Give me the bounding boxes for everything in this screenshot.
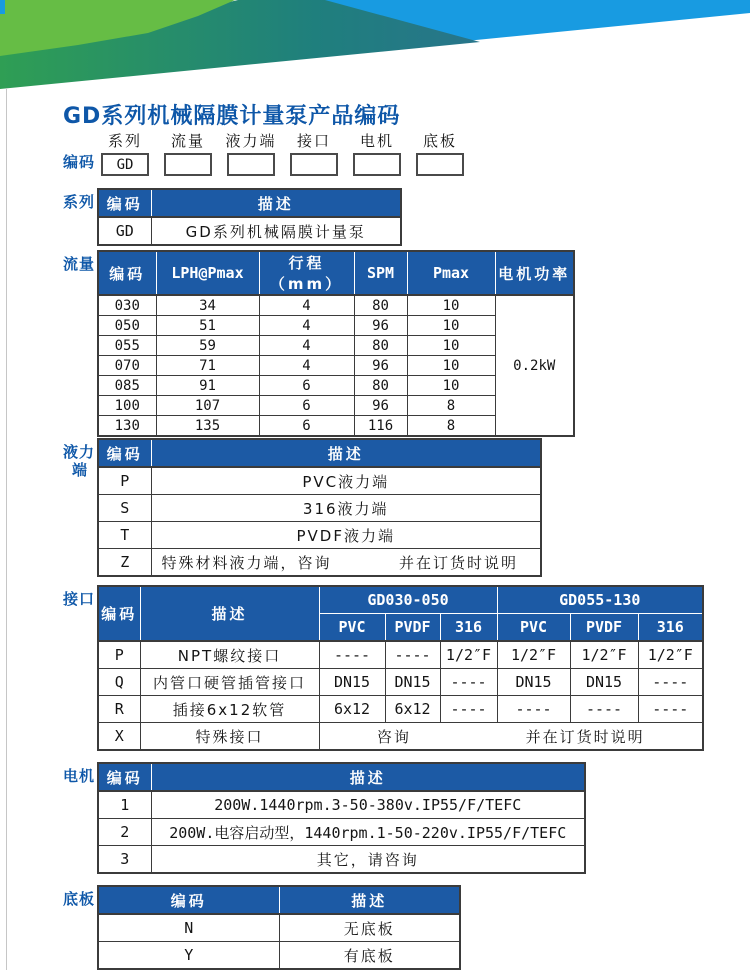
col-header-desc: 描述	[151, 189, 401, 217]
cell-spm: 116	[354, 416, 407, 437]
table-row	[98, 846, 585, 874]
cell-lph: 107	[156, 396, 259, 416]
cell-code: 055	[98, 336, 156, 356]
cell-spm: 96	[354, 316, 407, 336]
coding-slot-label: 底板	[422, 132, 457, 150]
cell-value: 6x12	[319, 696, 385, 723]
table-row	[98, 549, 541, 577]
cell-spm: 96	[354, 396, 407, 416]
cell-value: ----	[497, 696, 570, 723]
section-side-label: 流量	[63, 255, 96, 273]
coding-slot-box	[353, 153, 401, 176]
col-header-code: 编码	[98, 763, 151, 791]
cell-code: P	[98, 641, 140, 669]
col-header-desc: 描述	[151, 439, 541, 467]
cell-code: T	[98, 522, 151, 549]
side-label-line1: 液力	[63, 443, 96, 461]
cell-code: R	[98, 696, 140, 723]
col-header-stroke: 行程（mm）	[259, 251, 354, 295]
table-row	[98, 522, 541, 549]
cyan-corner-shape	[0, 0, 5, 14]
cell-stroke: 4	[259, 316, 354, 336]
cell-code: P	[98, 467, 151, 495]
table-row	[98, 819, 585, 846]
coding-slot-box	[164, 153, 212, 176]
col-header-code: 编码	[98, 586, 140, 641]
cell-value: DN15	[319, 669, 385, 696]
cell-value: ----	[440, 696, 497, 723]
cell-lph: 51	[156, 316, 259, 336]
table-row	[98, 942, 460, 970]
col-header-lph: LPH@Pmax	[156, 251, 259, 295]
special-note-right: 并在订货时说明	[525, 727, 645, 746]
col-header-spm: SPM	[354, 251, 407, 295]
cell-value: DN15	[385, 669, 440, 696]
base-plate-table	[97, 885, 461, 970]
cell-desc: 插接6x12软管	[140, 696, 319, 723]
cell-lph: 59	[156, 336, 259, 356]
cell-value: 1/2″F	[638, 641, 703, 669]
cell-spm: 80	[354, 295, 407, 316]
col-header-desc: 描述	[279, 886, 460, 914]
special-note-left: 咨询	[376, 727, 411, 746]
cell-value: ----	[570, 696, 638, 723]
liquid-end-table	[97, 438, 542, 577]
table-row	[98, 669, 703, 696]
col-header-code: 编码	[98, 439, 151, 467]
cell-stroke: 4	[259, 336, 354, 356]
coding-row-label: 编码	[63, 153, 96, 171]
coding-slot-base-plate	[416, 131, 464, 176]
section-side-label: 接口	[63, 590, 96, 608]
coding-slot-label: 接口	[296, 132, 331, 150]
cell-code: N	[98, 914, 279, 942]
cell-code: 130	[98, 416, 156, 437]
table-row	[98, 723, 703, 751]
cell-value: ----	[440, 669, 497, 696]
group-header-gd030-050: GD030-050	[319, 586, 497, 614]
section-base-plate	[63, 885, 461, 970]
cell-spm: 80	[354, 336, 407, 356]
col-header-pmax: Pmax	[407, 251, 495, 295]
section-series	[63, 188, 402, 246]
cell-stroke: 6	[259, 396, 354, 416]
cell-code: 2	[98, 819, 151, 846]
cell-desc: PVDF液力端	[151, 522, 541, 549]
side-label-line2: 端	[71, 461, 88, 479]
coding-slot-label: 电机	[359, 132, 394, 150]
coding-slot-flow	[164, 131, 212, 176]
col-header-code: 编码	[98, 251, 156, 295]
cell-code: Z	[98, 549, 151, 577]
cell-code: GD	[98, 217, 151, 245]
section-side-label: 电机	[63, 767, 96, 785]
cell-code: 3	[98, 846, 151, 874]
cell-desc: 内管口硬管插管接口	[140, 669, 319, 696]
cell-value: 1/2″F	[440, 641, 497, 669]
special-note-right: 并在订货时说明	[398, 553, 518, 572]
coding-diagram	[63, 131, 479, 176]
cell-code: 070	[98, 356, 156, 376]
group-header-gd055-130: GD055-130	[497, 586, 703, 614]
header-art	[0, 0, 750, 100]
cell-stroke: 6	[259, 416, 354, 437]
table-row	[98, 641, 703, 669]
cell-value: DN15	[497, 669, 570, 696]
cell-stroke: 4	[259, 295, 354, 316]
coding-slot-interface	[290, 131, 338, 176]
col-header-desc: 描述	[151, 763, 585, 791]
cell-pmax: 8	[407, 416, 495, 437]
cell-desc: NPT螺纹接口	[140, 641, 319, 669]
page-title: GD系列机械隔膜计量泵产品编码	[63, 104, 401, 129]
cell-motor-power: 0.2kW	[495, 295, 574, 436]
coding-slot-label: 液力端	[225, 132, 277, 150]
cell-lph: 71	[156, 356, 259, 376]
coding-slot-motor	[353, 131, 401, 176]
table-row	[98, 295, 574, 316]
interface-table	[97, 585, 704, 751]
cell-code: 050	[98, 316, 156, 336]
table-row	[98, 914, 460, 942]
sub-header-pvc: PVC	[497, 614, 570, 642]
coding-slot-series	[101, 131, 149, 176]
coding-slot-box	[227, 153, 275, 176]
col-header-desc: 描述	[140, 586, 319, 641]
cell-desc: 316液力端	[151, 495, 541, 522]
cell-value: ----	[638, 669, 703, 696]
cell-code: X	[98, 723, 140, 751]
col-header-code: 编码	[98, 189, 151, 217]
coding-slot-box: GD	[101, 153, 149, 176]
section-side-label: 系列	[63, 193, 96, 211]
section-flow	[63, 250, 575, 437]
cell-value: ----	[385, 641, 440, 669]
sub-header-pvc: PVC	[319, 614, 385, 642]
section-liquid-end	[63, 438, 542, 577]
cell-pmax: 10	[407, 376, 495, 396]
cell-code: 085	[98, 376, 156, 396]
section-side-label: 底板	[63, 890, 96, 908]
cell-special-span	[319, 723, 703, 751]
cell-stroke: 4	[259, 356, 354, 376]
cell-spm: 96	[354, 356, 407, 376]
cell-code: 100	[98, 396, 156, 416]
page-edge-line	[6, 88, 7, 970]
section-interface	[63, 585, 704, 751]
section-motor	[63, 762, 586, 874]
cell-desc: 200W.1440rpm.3-50-380v.IP55/F/TEFC	[151, 791, 585, 819]
coding-slot-box	[290, 153, 338, 176]
coding-slot-box	[416, 153, 464, 176]
col-header-motor-power: 电机功率	[495, 251, 574, 295]
cell-code: S	[98, 495, 151, 522]
cell-value: ----	[319, 641, 385, 669]
section-side-label	[63, 438, 97, 577]
table-row	[98, 696, 703, 723]
coding-slot-liquid-end	[227, 131, 275, 176]
sub-header-316: 316	[440, 614, 497, 642]
cell-code: Y	[98, 942, 279, 970]
cell-code: 030	[98, 295, 156, 316]
cell-value: DN15	[570, 669, 638, 696]
cell-code: Q	[98, 669, 140, 696]
cell-value: ----	[638, 696, 703, 723]
cell-pmax: 10	[407, 295, 495, 316]
cell-code: 1	[98, 791, 151, 819]
cell-pmax: 10	[407, 316, 495, 336]
cell-lph: 91	[156, 376, 259, 396]
cell-desc-special	[151, 549, 541, 577]
cell-desc: 200W.电容启动型，1440rpm.1-50-220v.IP55/F/TEFC	[151, 819, 585, 846]
cell-desc: 有底板	[279, 942, 460, 970]
cell-desc: 特殊接口	[140, 723, 319, 751]
cell-value: 1/2″F	[570, 641, 638, 669]
coding-slot-label: 流量	[170, 132, 205, 150]
sub-header-pvdf: PVDF	[385, 614, 440, 642]
cell-pmax: 10	[407, 356, 495, 376]
cell-desc: GD系列机械隔膜计量泵	[151, 217, 401, 245]
cell-lph: 135	[156, 416, 259, 437]
cell-value: 1/2″F	[497, 641, 570, 669]
motor-table	[97, 762, 586, 874]
sub-header-pvdf: PVDF	[570, 614, 638, 642]
flow-table	[97, 250, 575, 437]
col-header-code: 编码	[98, 886, 279, 914]
cell-spm: 80	[354, 376, 407, 396]
cell-pmax: 8	[407, 396, 495, 416]
table-row	[98, 495, 541, 522]
cell-value: 6x12	[385, 696, 440, 723]
table-row	[98, 217, 401, 245]
cell-pmax: 10	[407, 336, 495, 356]
table-row	[98, 791, 585, 819]
series-table	[97, 188, 402, 246]
coding-slot-label: 系列	[107, 132, 142, 150]
table-row	[98, 467, 541, 495]
cell-desc: 无底板	[279, 914, 460, 942]
cell-desc: PVC液力端	[151, 467, 541, 495]
cell-lph: 34	[156, 295, 259, 316]
cell-desc: 其它，请咨询	[151, 846, 585, 874]
special-note-left: 特殊材料液力端，咨询	[161, 553, 332, 572]
sub-header-316: 316	[638, 614, 703, 642]
cell-stroke: 6	[259, 376, 354, 396]
